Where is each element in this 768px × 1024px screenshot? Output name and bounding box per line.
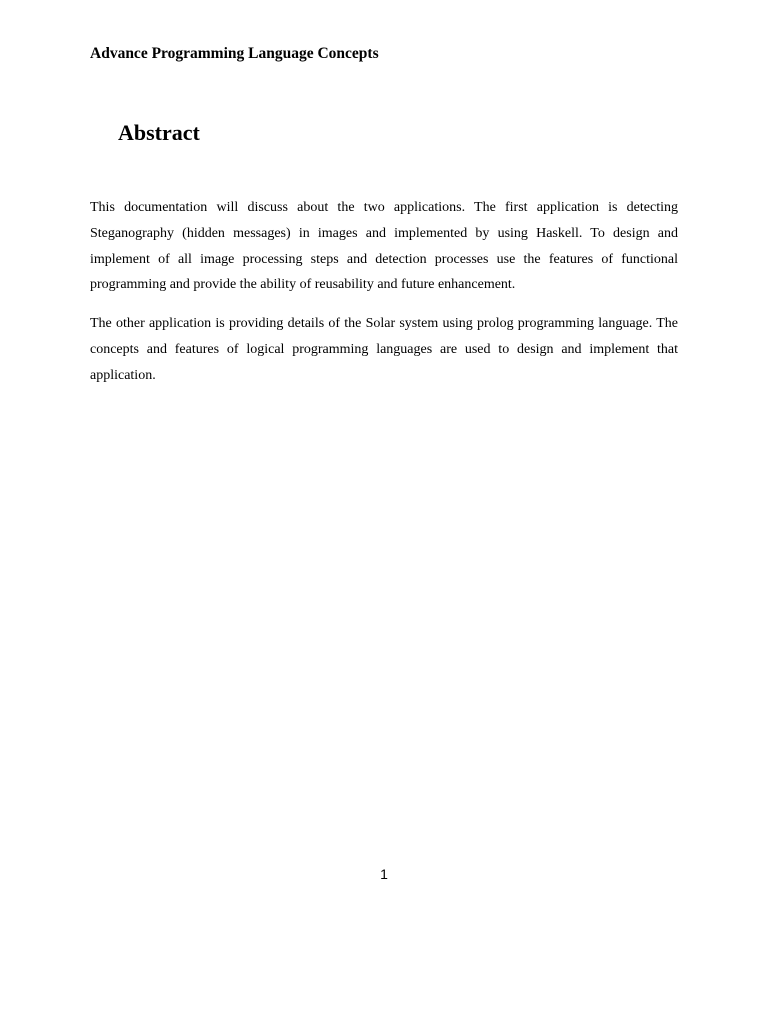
- abstract-paragraph-2: The other application is providing details of the Solar system using prolog programming language. The concepts and features of logical programming languages are used to design and implement that application.: [90, 316, 678, 383]
- abstract-paragraph-1: This documentation will discuss about the two applications. The first application is detecting Steganography (hidden messages) in images and implemented by using Haskell. To design and implement of all image processing steps and detection processes use the features of functional programming and provide the ability of reusability and future enhancement.: [90, 200, 678, 293]
- running-header: Advance Programming Language Concepts: [90, 45, 379, 62]
- page-number: 1: [380, 866, 388, 882]
- section-title: Abstract: [118, 120, 200, 145]
